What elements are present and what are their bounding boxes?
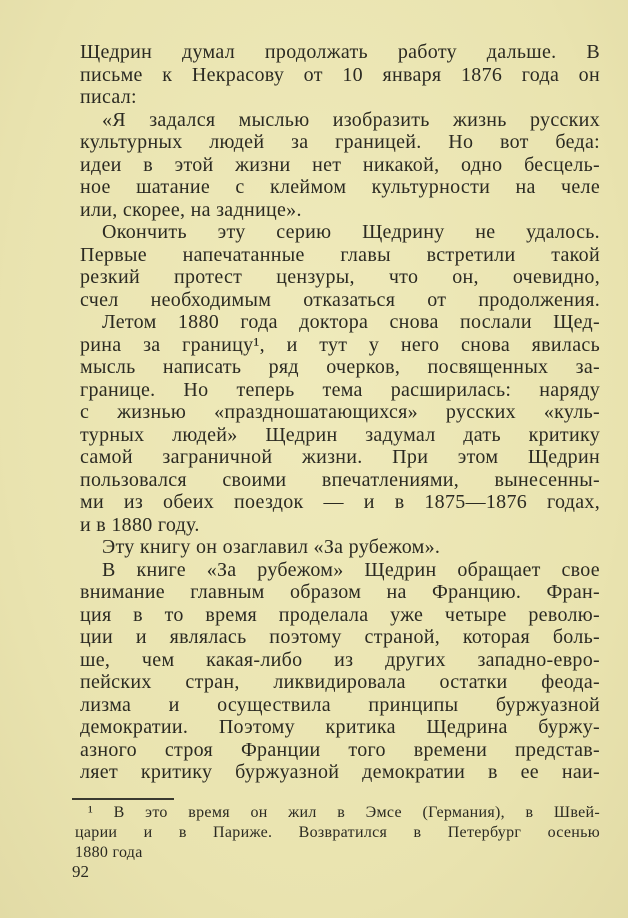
text-line: пользовался своими впечатлениями, вынесенны- bbox=[80, 468, 600, 491]
text-line: культурных людей за границей. Но вот беда: bbox=[80, 131, 600, 153]
text-line: пейских стран, ликвидировала остатки феода- bbox=[80, 671, 600, 693]
footnote-line: 1880 года bbox=[75, 844, 143, 861]
footnote-line: царии и в Париже. Возвратился в Петербург осенью bbox=[75, 824, 600, 841]
text-line: и в 1880 году. bbox=[80, 513, 200, 536]
text-line: идеи в этой жизни нет никакой, одно бесцель- bbox=[80, 153, 600, 176]
page-number: 92 bbox=[72, 862, 89, 881]
text-line: письме к Некрасову от 10 января 1876 года он bbox=[80, 63, 600, 86]
footnote-line: ¹ В это время он жил в Эмсе (Германия), в Швей- bbox=[88, 804, 600, 821]
text-line: «Я задался мыслью изобразить жизнь русских bbox=[102, 108, 600, 131]
text-line: ше, чем какая-либо из других западно-евро- bbox=[80, 648, 600, 671]
text-line: рина за границу¹, и тут у него снова явилась bbox=[80, 333, 600, 356]
text-line: ляет критику буржуазной демократии в ее наи- bbox=[80, 761, 600, 783]
text-line: ное шатание с клеймом культурности на челе bbox=[80, 176, 600, 198]
text-line: лизма и осуществила принципы буржуазной bbox=[80, 693, 600, 716]
footnote-separator bbox=[72, 798, 174, 800]
text-line: азного строя Франции того времени представ- bbox=[80, 738, 600, 761]
text-line: Эту книгу он озаглавил «За рубежом». bbox=[102, 536, 441, 558]
text-line: Окончить эту серию Щедрину не удалось. bbox=[102, 221, 600, 243]
text-line: резкий протест цензуры, что он, очевидно, bbox=[80, 266, 600, 288]
text-line: писал: bbox=[80, 86, 137, 108]
text-line: самой заграничной жизни. При этом Щедрин bbox=[80, 446, 600, 468]
text-line: Летом 1880 года доктора снова послали Щед- bbox=[102, 311, 600, 333]
text-line: или, скорее, на заднице». bbox=[80, 198, 302, 221]
text-line: Щедрин думал продолжать работу дальше. В bbox=[80, 41, 600, 63]
text-line: В книге «За рубежом» Щедрин обращает свое bbox=[102, 558, 600, 581]
text-line: турных людей» Щедрин задумал дать критику bbox=[80, 423, 600, 446]
text-line: границе. Но теперь тема расширилась: наряду bbox=[80, 378, 600, 401]
text-line: ция в то время проделала уже четыре револю- bbox=[80, 603, 600, 626]
text-line: ции и являлась поэтому страной, которая боль- bbox=[80, 626, 600, 648]
text-line: Первые напечатанные главы встретили такой bbox=[80, 243, 600, 266]
text-line: внимание главным образом на Францию. Фран- bbox=[80, 581, 600, 603]
text-line: счел необходимым отказаться от продолжения. bbox=[80, 288, 600, 311]
text-line: ми из обеих поездок — и в 1875—1876 годах, bbox=[80, 491, 600, 513]
text-line: мысль написать ряд очерков, посвященных за- bbox=[80, 356, 600, 378]
text-line: демократии. Поэтому критика Щедрина буржу- bbox=[80, 716, 600, 738]
text-line: с жизнью «праздношатающихся» русских «куль- bbox=[80, 401, 600, 423]
